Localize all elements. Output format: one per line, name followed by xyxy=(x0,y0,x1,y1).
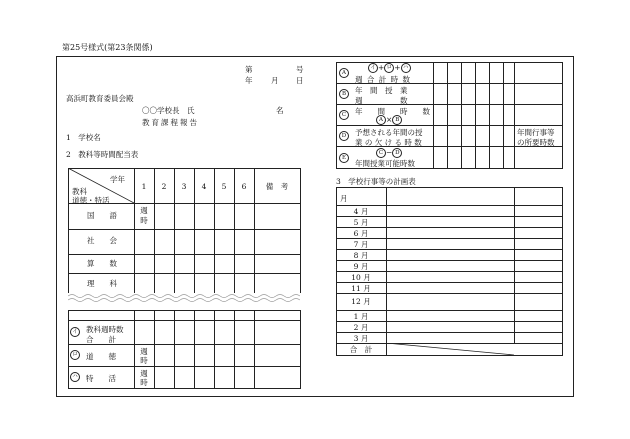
hours-label: 時 xyxy=(140,216,148,225)
marker-e: E xyxy=(339,153,349,163)
formula-e: C − D xyxy=(376,148,402,158)
subject-label: 社 会 xyxy=(87,236,117,245)
form-title: 第25号様式(第23条関係) xyxy=(62,43,153,52)
corner-subject-label: 教科 xyxy=(72,187,87,196)
subject-label: 理 科 xyxy=(87,279,117,288)
principal-label: 〇〇学校長 氏 xyxy=(142,106,195,115)
row-a-label: 週 合 計 時 数 xyxy=(355,75,412,84)
summary-marker-i: イ xyxy=(70,327,80,337)
marker-b: B xyxy=(339,89,349,99)
row-d-side2: の所要時数 xyxy=(517,138,555,147)
month-label: 11 月 xyxy=(351,284,371,293)
addressee: 高浜町教育委員会殿 xyxy=(66,94,134,103)
month-label: 12 月 xyxy=(351,297,371,306)
row-e-line2: 年間授業可能時数 xyxy=(355,159,415,168)
row-d-line1: 予想される年間の授 xyxy=(355,128,423,137)
month-label: 3 月 xyxy=(353,334,369,343)
summary-marker-ro: ロ xyxy=(70,350,80,360)
subject-label: 国 語 xyxy=(87,211,117,220)
weekly-label: 週 xyxy=(140,206,148,215)
nen-label: 年 xyxy=(245,76,253,85)
row-d-line2: 業 の 欠 け る 時 数 xyxy=(355,138,422,147)
month-label: 4 月 xyxy=(353,207,369,216)
month-label: 7 月 xyxy=(353,240,369,249)
tsuki-label: 月 xyxy=(271,76,279,85)
remarks-header: 備 考 xyxy=(265,182,289,191)
grade-header: 2 xyxy=(161,182,167,191)
month-label: 5 月 xyxy=(353,218,369,227)
go-label: 号 xyxy=(296,65,304,74)
summary-label: 道 徳 xyxy=(86,352,116,361)
summary-label: 合 計 xyxy=(86,335,116,344)
formula-c: A × B xyxy=(376,115,402,125)
month-header: 月 xyxy=(340,194,348,203)
grade-header: 5 xyxy=(221,182,227,191)
month-label: 10 月 xyxy=(351,273,371,282)
grade-header: 3 xyxy=(181,182,187,191)
row-b-line1: 年 間 授 業 xyxy=(355,86,408,95)
marker-c: C xyxy=(339,110,349,120)
corner-moral-label: 道徳・特活 xyxy=(72,196,110,205)
marker-d: D xyxy=(339,131,349,141)
grade-header: 4 xyxy=(201,182,207,191)
weekly-label: 週 xyxy=(140,369,148,378)
summary-label: 特 活 xyxy=(86,374,116,383)
hi-label: 日 xyxy=(296,76,304,85)
summary-marker-ha: ハ xyxy=(70,372,80,382)
section1-label: 1 学校名 xyxy=(66,133,101,142)
mei-label: 名 xyxy=(276,106,284,115)
row-b-line2: 週 数 xyxy=(355,96,408,105)
total-label: 合 計 xyxy=(349,345,373,354)
row-c-line1: 年 間 時 数 xyxy=(355,107,430,116)
dai-label: 第 xyxy=(245,65,253,74)
grade-header: 1 xyxy=(141,182,147,191)
row-d-side1: 年間行事等 xyxy=(517,128,555,137)
month-label: 8 月 xyxy=(353,251,369,260)
month-label: 1 月 xyxy=(353,312,369,321)
summary-label: 教科週時数 xyxy=(86,325,124,334)
total-diagonal xyxy=(386,343,563,356)
subject-label: 算 数 xyxy=(87,259,117,268)
formula-a: イ + ロ + ハ xyxy=(368,63,411,73)
marker-a: A xyxy=(339,68,349,78)
break-line xyxy=(68,293,300,303)
hours-label: 時 xyxy=(140,378,148,387)
weekly-label: 週 xyxy=(140,347,148,356)
section3-label: 3 学校行事等の計画表 xyxy=(336,177,416,186)
section2-label: 2 教科等時間配当表 xyxy=(66,150,139,159)
corner-grade-label: 学年 xyxy=(110,175,125,184)
month-label: 2 月 xyxy=(353,323,369,332)
hours-label: 時 xyxy=(140,356,148,365)
month-label: 6 月 xyxy=(353,229,369,238)
report-title: 教育課程報告 xyxy=(142,118,199,127)
month-label: 9 月 xyxy=(353,262,369,271)
grade-header: 6 xyxy=(241,182,247,191)
